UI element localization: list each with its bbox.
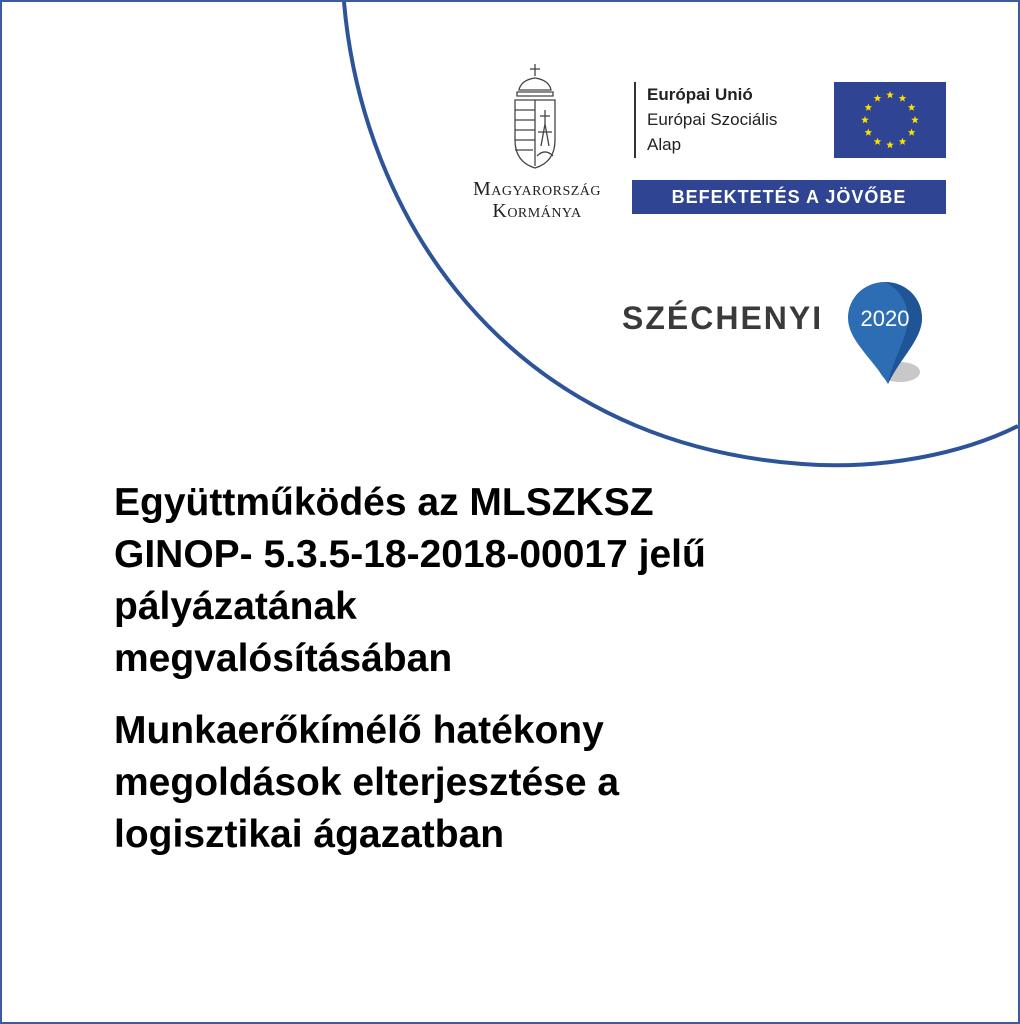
heading-line: GINOP- 5.3.5-18-2018-00017 jelű <box>114 533 706 576</box>
eu-text <box>647 82 777 157</box>
content-block <box>114 477 994 861</box>
eu-flag-icon <box>834 82 946 158</box>
government-name-line1: Magyarország <box>472 178 602 200</box>
invest-banner: BEFEKTETÉS A JÖVŐBE <box>632 180 946 214</box>
subtitle-line: megoldások elterjesztése a <box>114 761 620 804</box>
szechenyi-label: SZÉCHENYI <box>622 300 824 336</box>
eu-fund-line1: Európai Szociális <box>647 110 778 129</box>
government-name-line2: Kormánya <box>492 200 582 222</box>
government-name <box>454 178 620 222</box>
szechenyi-year: 2020 <box>860 306 910 331</box>
hungary-coat-of-arms-icon <box>507 62 563 172</box>
location-pin-icon <box>842 274 928 390</box>
heading-line: Együttműködés az MLSZKSZ <box>114 481 654 524</box>
subtitle-line: Munkaerőkímélő hatékony <box>114 709 604 752</box>
eu-title: Európai Unió <box>647 85 753 104</box>
heading-line: megvalósításában <box>114 637 453 680</box>
heading-line: pályázatának <box>114 585 357 628</box>
subtitle-line: logisztikai ágazatban <box>114 813 505 856</box>
eu-divider <box>634 82 636 158</box>
eu-fund-line2: Alap <box>647 135 682 154</box>
